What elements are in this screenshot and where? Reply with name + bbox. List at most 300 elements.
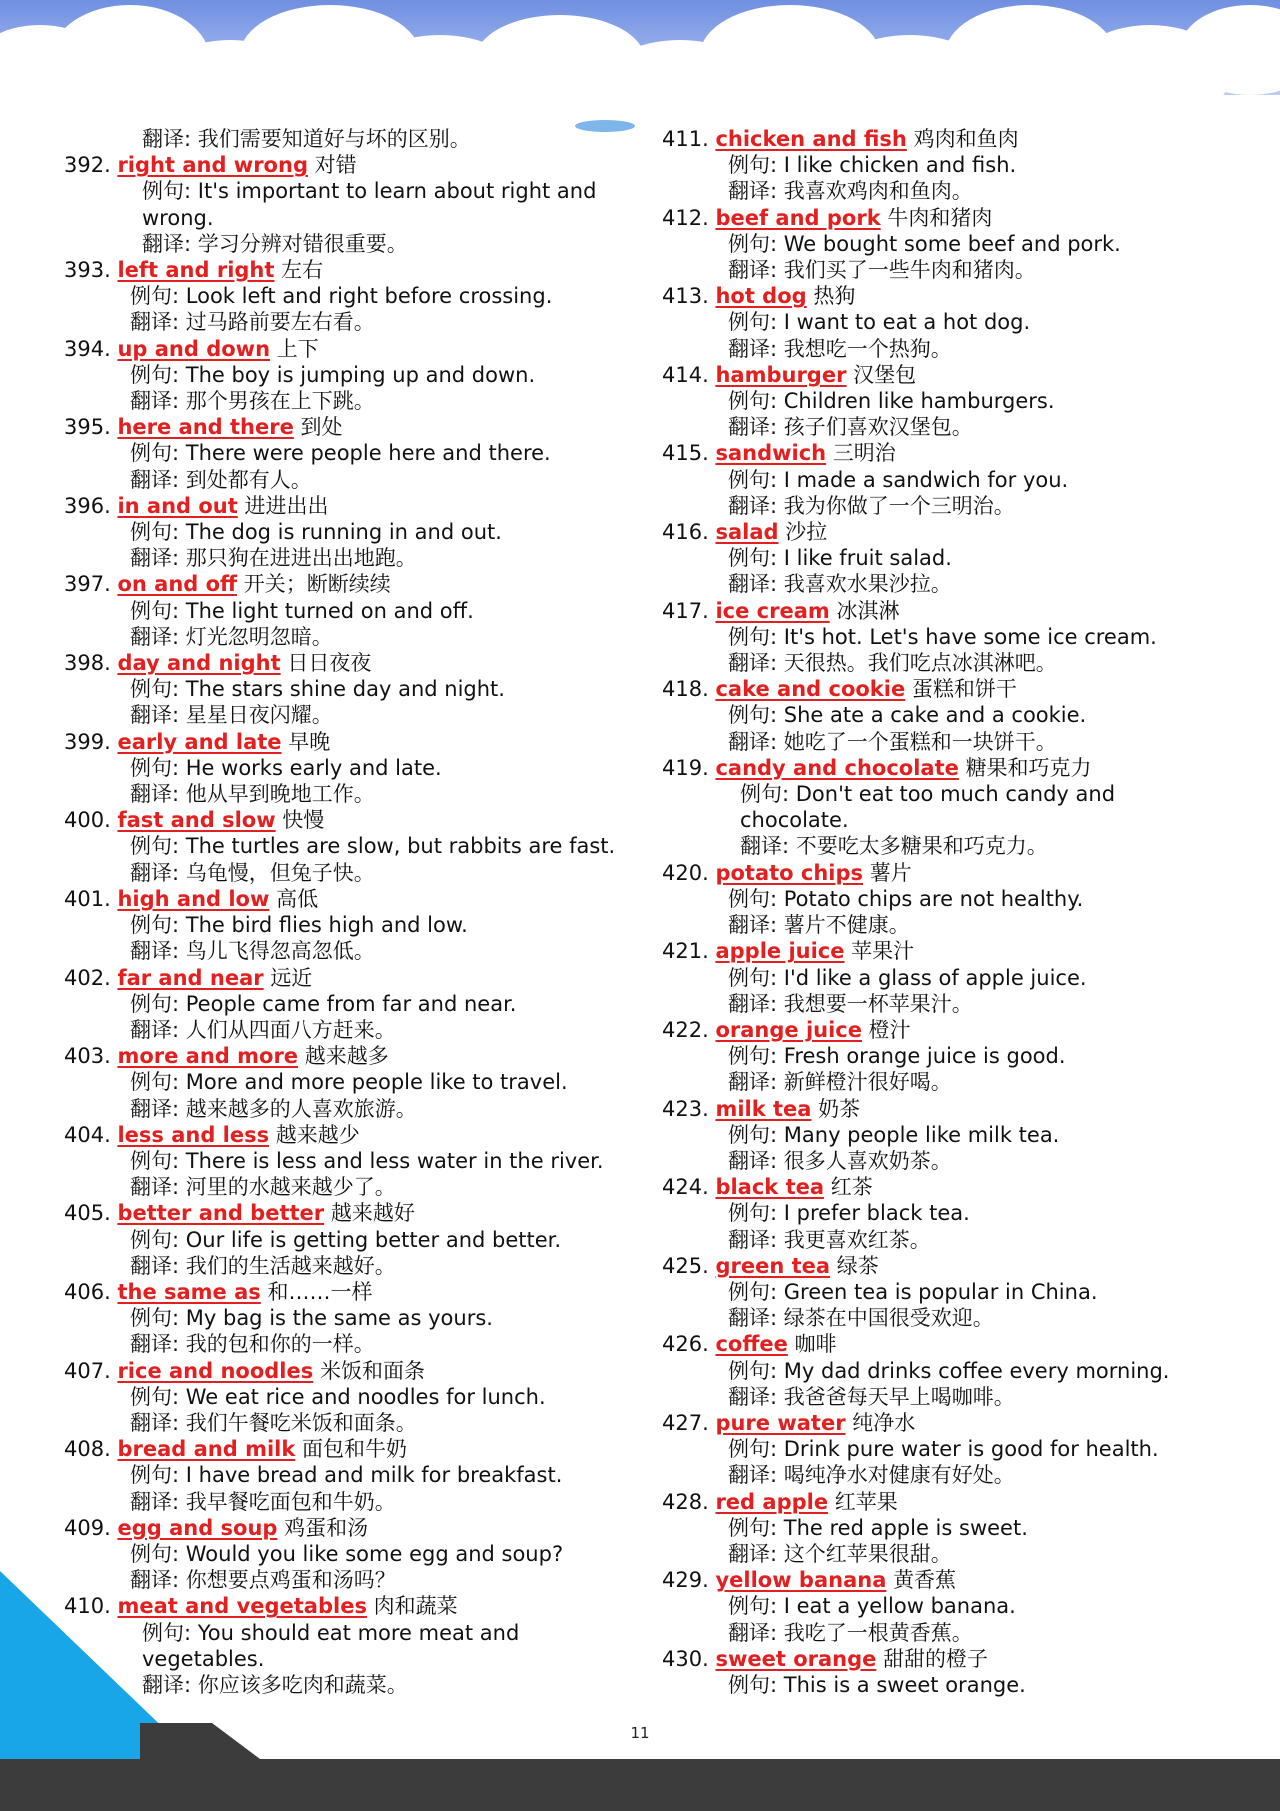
entry-meaning: 黄香蕉 xyxy=(893,1568,957,1593)
entry-term: more and more xyxy=(117,1044,299,1069)
entry-term: the same as xyxy=(117,1279,261,1304)
entry-number: 427. xyxy=(662,1410,709,1435)
entry-heading xyxy=(64,807,624,833)
translation-label: 翻译: xyxy=(130,1489,186,1514)
translation-text: 我想要一杯苹果汁。 xyxy=(783,991,973,1016)
example-line xyxy=(662,1358,1242,1384)
example-text: wrong. xyxy=(142,205,214,230)
translation-line xyxy=(64,624,624,650)
entry-number: 416. xyxy=(662,520,709,545)
vocab-entry xyxy=(64,257,624,336)
example-text: Children like hamburgers. xyxy=(783,389,1055,414)
entry-heading xyxy=(662,1646,1242,1672)
translation-text: 这个红苹果很甜。 xyxy=(783,1541,952,1566)
entry-number: 401. xyxy=(64,886,111,911)
translation-text: 河里的水越来越少了。 xyxy=(185,1175,396,1200)
entry-term: yellow banana xyxy=(715,1568,887,1593)
vocab-entry xyxy=(64,336,624,415)
translation-line xyxy=(662,1541,1242,1567)
translation-text: 我们买了一些牛肉和猪肉。 xyxy=(783,258,1036,283)
vocab-entry xyxy=(64,1200,624,1279)
entry-number: 424. xyxy=(662,1175,709,1200)
example-line xyxy=(662,1593,1242,1619)
entry-heading xyxy=(64,493,624,519)
entry-term: red apple xyxy=(715,1489,829,1514)
example-text: The red apple is sweet. xyxy=(783,1515,1028,1540)
translation-label: 翻译: xyxy=(728,1070,784,1095)
translation-label: 翻译: xyxy=(728,1306,784,1331)
entry-number: 430. xyxy=(662,1646,709,1671)
entry-heading xyxy=(662,755,1242,781)
example-text: I have bread and milk for breakfast. xyxy=(185,1463,563,1488)
entry-heading xyxy=(64,729,624,755)
entry-term: day and night xyxy=(117,651,281,676)
left-entry-list xyxy=(64,152,624,1698)
translation-label: 翻译: xyxy=(130,467,186,492)
translation-label: 翻译: xyxy=(130,1175,186,1200)
translation-text: 我们午餐吃米饭和面条。 xyxy=(185,1410,417,1435)
example-label: 例句: xyxy=(728,1279,784,1304)
translation-text: 那只狗在进进出出地跑。 xyxy=(185,546,417,571)
translation-text: 很多人喜欢奶茶。 xyxy=(783,1148,952,1173)
example-label: 例句: xyxy=(130,1148,186,1173)
entry-number: 409. xyxy=(64,1515,111,1540)
entry-meaning: 鸡肉和鱼肉 xyxy=(913,127,1019,151)
example-text: Green tea is popular in China. xyxy=(783,1279,1098,1304)
example-text: vegetables. xyxy=(142,1646,265,1671)
translation-label: 翻译: xyxy=(130,1410,186,1435)
example-label: 例句: xyxy=(728,1437,784,1462)
example-text: chocolate. xyxy=(740,808,849,833)
example-text: He works early and late. xyxy=(185,755,442,780)
entry-heading xyxy=(64,1358,624,1384)
example-label: 例句: xyxy=(130,1070,186,1095)
translation-label: 翻译: xyxy=(728,336,784,361)
example-text: You should eat more meat and xyxy=(197,1620,520,1645)
entry-meaning: 薯片 xyxy=(869,860,912,885)
left-column xyxy=(64,126,624,1698)
vocab-entry xyxy=(64,1593,624,1698)
entry-heading xyxy=(662,598,1242,624)
entry-term: candy and chocolate xyxy=(715,755,959,780)
example-text: My dad drinks coffee every morning. xyxy=(783,1358,1170,1383)
example-line xyxy=(662,624,1242,650)
translation-label: 翻译: xyxy=(728,1541,784,1566)
entry-heading xyxy=(64,152,624,178)
entry-term: high and low xyxy=(117,886,270,911)
entry-meaning: 沙拉 xyxy=(785,520,828,545)
vocab-entry xyxy=(64,1436,624,1515)
translation-line xyxy=(662,1384,1242,1410)
vocab-entry xyxy=(64,1515,624,1594)
example-line xyxy=(662,388,1242,414)
entry-heading xyxy=(64,650,624,676)
example-line xyxy=(64,755,624,781)
entry-meaning: 早晚 xyxy=(288,729,331,754)
example-text: I want to eat a hot dog. xyxy=(783,310,1031,335)
translation-text: 我爸爸每天早上喝咖啡。 xyxy=(783,1384,1015,1409)
translation-label: 翻译: xyxy=(130,1017,186,1042)
translation-line xyxy=(64,309,624,335)
translation-label: 翻译: xyxy=(142,231,198,256)
translation-text: 过马路前要左右看。 xyxy=(185,310,375,335)
translation-line xyxy=(64,545,624,571)
example-label: 例句: xyxy=(728,965,784,990)
translation-line xyxy=(64,1489,624,1515)
entry-meaning: 鸡蛋和汤 xyxy=(284,1515,369,1540)
translation-label: 翻译: xyxy=(130,624,186,649)
entry-meaning: 面包和牛奶 xyxy=(302,1437,407,1462)
example-text: The bird flies high and low. xyxy=(185,913,468,938)
vocab-entry xyxy=(64,1043,624,1122)
translation-label: 翻译: xyxy=(130,1568,186,1593)
example-text: Would you like some egg and soup? xyxy=(185,1541,564,1566)
example-line xyxy=(64,912,624,938)
cloud-decoration xyxy=(0,0,1280,135)
example-line xyxy=(662,1515,1242,1541)
entry-number: 404. xyxy=(64,1122,111,1147)
entry-heading xyxy=(662,938,1242,964)
vocab-entry xyxy=(662,1174,1242,1253)
example-text: My bag is the same as yours. xyxy=(185,1306,493,1331)
vocab-entry xyxy=(64,493,624,572)
entry-number: 406. xyxy=(64,1279,111,1304)
example-text: It's important to learn about right and xyxy=(197,179,597,204)
example-label: 例句: xyxy=(728,1672,784,1697)
example-line xyxy=(662,1279,1242,1305)
entry-term: pure water xyxy=(715,1410,846,1435)
translation-label: 翻译: xyxy=(740,834,796,859)
example-text: The boy is jumping up and down. xyxy=(185,362,536,387)
entry-number: 415. xyxy=(662,441,709,466)
entry-term: sandwich xyxy=(715,441,827,466)
translation-label: 翻译: xyxy=(728,258,784,283)
entry-meaning: 对错 xyxy=(314,153,357,178)
entry-heading xyxy=(662,126,1242,152)
example-text: The light turned on and off. xyxy=(185,598,474,623)
translation-text: 我为你做了一个三明治。 xyxy=(783,493,1015,518)
entry-heading xyxy=(662,283,1242,309)
entry-term: less and less xyxy=(117,1122,270,1147)
vocab-entry xyxy=(662,205,1242,284)
translation-text: 我喜欢水果沙拉。 xyxy=(783,572,952,597)
entry-term: apple juice xyxy=(715,939,845,964)
example-label: 例句: xyxy=(130,598,186,623)
translation-text: 鸟儿飞得忽高忽低。 xyxy=(185,939,375,964)
example-line xyxy=(64,1069,624,1095)
entry-meaning: 绿茶 xyxy=(836,1253,879,1278)
example-label: 例句: xyxy=(740,782,796,807)
translation-label: 翻译: xyxy=(130,1332,186,1357)
example-label: 例句: xyxy=(130,1541,186,1566)
entry-number: 417. xyxy=(662,598,709,623)
example-text: Our life is getting better and better. xyxy=(185,1227,562,1252)
entry-meaning: 肉和蔬菜 xyxy=(373,1594,458,1619)
example-label: 例句: xyxy=(130,913,186,938)
translation-text: 乌龟慢，但兔子快。 xyxy=(185,860,375,885)
example-line xyxy=(662,702,1242,728)
example-text: I'd like a glass of apple juice. xyxy=(783,965,1087,990)
vocab-entry xyxy=(64,729,624,808)
example-line xyxy=(64,1148,624,1174)
translation-line xyxy=(64,938,624,964)
example-text: Fresh orange juice is good. xyxy=(783,1044,1066,1069)
example-label: 例句: xyxy=(130,362,186,387)
entry-term: up and down xyxy=(117,336,271,361)
example-label: 例句: xyxy=(142,179,198,204)
translation-line xyxy=(64,702,624,728)
vocab-entry xyxy=(662,755,1242,860)
entry-meaning: 和……一样 xyxy=(267,1279,373,1304)
translation-line xyxy=(64,467,624,493)
example-line xyxy=(662,309,1242,335)
example-text: More and more people like to travel. xyxy=(185,1070,568,1095)
example-line xyxy=(662,231,1242,257)
example-line xyxy=(662,1672,1242,1698)
example-label: 例句: xyxy=(728,1515,784,1540)
entry-heading xyxy=(662,1410,1242,1436)
translation-line xyxy=(64,1253,624,1279)
entry-number: 408. xyxy=(64,1437,111,1462)
entry-number: 429. xyxy=(662,1568,709,1593)
entry-term: fast and slow xyxy=(117,808,276,833)
translation-label: 翻译: xyxy=(130,1096,186,1121)
vocab-entry xyxy=(662,1567,1242,1646)
example-line xyxy=(64,598,624,624)
translation-label: 翻译: xyxy=(728,179,784,204)
translation-text: 他从早到晚地工作。 xyxy=(185,782,375,807)
entry-meaning: 红苹果 xyxy=(834,1489,898,1514)
example-line xyxy=(662,1436,1242,1462)
entry-term: green tea xyxy=(715,1253,831,1278)
entry-number: 411. xyxy=(662,127,709,151)
translation-line xyxy=(662,991,1242,1017)
entry-number: 396. xyxy=(64,493,111,518)
entry-term: here and there xyxy=(117,415,294,440)
example-label: 例句: xyxy=(130,991,186,1016)
entry-meaning: 高低 xyxy=(276,886,319,911)
vocab-entry xyxy=(662,519,1242,598)
translation-line xyxy=(64,1410,624,1436)
entry-meaning: 橙汁 xyxy=(868,1017,911,1042)
example-label: 例句: xyxy=(728,1594,784,1619)
entry-heading xyxy=(64,1200,624,1226)
translation-label: 翻译: xyxy=(728,493,784,518)
entry-term: salad xyxy=(715,520,779,545)
entry-term: orange juice xyxy=(715,1017,862,1042)
vocab-entry xyxy=(662,362,1242,441)
translation-label: 翻译: xyxy=(728,1384,784,1409)
translation-text: 你想要点鸡蛋和汤吗？ xyxy=(185,1568,396,1593)
entry-meaning: 奶茶 xyxy=(818,1096,861,1121)
entry-number: 428. xyxy=(662,1489,709,1514)
translation-text: 我的包和你的一样。 xyxy=(185,1332,375,1357)
entry-meaning: 越来越少 xyxy=(275,1122,360,1147)
example-label: 例句: xyxy=(728,886,784,911)
example-label: 例句: xyxy=(728,1201,784,1226)
entry-number: 397. xyxy=(64,572,111,597)
entry-number: 410. xyxy=(64,1594,111,1619)
vocab-entry xyxy=(662,1017,1242,1096)
vocab-entry xyxy=(662,1331,1242,1410)
entry-number: 426. xyxy=(662,1332,709,1357)
example-text: Potato chips are not healthy. xyxy=(783,886,1084,911)
translation-text: 她吃了一个蛋糕和一块饼干。 xyxy=(783,729,1057,754)
entry-meaning: 上下 xyxy=(276,336,319,361)
example-label: 例句: xyxy=(728,153,784,178)
footer-bar xyxy=(0,1759,1280,1811)
translation-label: 翻译: xyxy=(728,1620,784,1645)
translation-text: 薯片不健康。 xyxy=(783,913,910,938)
translation-line xyxy=(662,414,1242,440)
entry-meaning: 糖果和巧克力 xyxy=(965,755,1092,780)
translation-text: 不要吃太多糖果和巧克力。 xyxy=(795,834,1048,859)
translation-line xyxy=(662,1305,1242,1331)
entry-term: potato chips xyxy=(715,860,864,885)
translation-text: 我吃了一根黄香蕉。 xyxy=(783,1620,973,1645)
vocab-entry xyxy=(662,126,1242,205)
translation-label: 翻译: xyxy=(728,991,784,1016)
example-label: 例句: xyxy=(130,1227,186,1252)
translation-label: 翻译: xyxy=(130,389,186,414)
entry-term: hot dog xyxy=(715,284,807,309)
entry-heading xyxy=(662,1017,1242,1043)
example-text: Drink pure water is good for health. xyxy=(783,1437,1159,1462)
translation-line xyxy=(64,860,624,886)
example-label: 例句: xyxy=(130,677,186,702)
entry-number: 393. xyxy=(64,258,111,283)
vocab-entry xyxy=(64,1358,624,1437)
entry-number: 394. xyxy=(64,336,111,361)
translation-line xyxy=(662,1069,1242,1095)
translation-label: 翻译: xyxy=(728,913,784,938)
entry-heading xyxy=(64,1515,624,1541)
vocab-entry xyxy=(662,283,1242,362)
example-text: I eat a yellow banana. xyxy=(783,1594,1016,1619)
example-label: 例句: xyxy=(728,1122,784,1147)
translation-text: 你应该多吃肉和蔬菜。 xyxy=(197,1672,408,1697)
entry-number: 395. xyxy=(64,415,111,440)
entry-number: 405. xyxy=(64,1201,111,1226)
translation-text: 我想吃一个热狗。 xyxy=(783,336,952,361)
entry-term: beef and pork xyxy=(715,205,881,230)
example-text: The stars shine day and night. xyxy=(185,677,505,702)
entry-heading xyxy=(64,886,624,912)
example-label: 例句: xyxy=(728,1044,784,1069)
translation-line xyxy=(662,729,1242,755)
translation-line xyxy=(64,781,624,807)
entry-meaning: 汉堡包 xyxy=(853,362,917,387)
entry-meaning: 越来越好 xyxy=(330,1201,415,1226)
translation-line xyxy=(662,493,1242,519)
vocab-entry xyxy=(64,571,624,650)
example-label: 例句: xyxy=(728,231,784,256)
entry-term: hamburger xyxy=(715,362,847,387)
translation-line xyxy=(64,1567,624,1593)
translation-text: 到处都有人。 xyxy=(185,467,312,492)
example-label: 例句: xyxy=(728,546,784,571)
entry-number: 413. xyxy=(662,284,709,309)
example-line xyxy=(662,886,1242,912)
entry-heading xyxy=(662,205,1242,231)
example-text: I like fruit salad. xyxy=(783,546,952,571)
example-line xyxy=(662,545,1242,571)
example-label: 例句: xyxy=(728,703,784,728)
right-entry-list xyxy=(662,126,1242,1698)
example-text: Many people like milk tea. xyxy=(783,1122,1060,1147)
entry-meaning: 热狗 xyxy=(813,284,856,309)
entry-number: 392. xyxy=(64,153,111,178)
translation-text: 绿茶在中国很受欢迎。 xyxy=(783,1306,994,1331)
entry-heading xyxy=(662,1567,1242,1593)
example-line xyxy=(662,1200,1242,1226)
example-line xyxy=(64,519,624,545)
example-label: 例句: xyxy=(728,389,784,414)
entry-heading xyxy=(64,1593,624,1619)
example-line xyxy=(64,1384,624,1410)
entry-heading xyxy=(64,1122,624,1148)
page-number: 11 xyxy=(630,1724,650,1742)
vocab-entry xyxy=(662,1410,1242,1489)
vocab-entry xyxy=(662,938,1242,1017)
translation-line xyxy=(64,1017,624,1043)
translation-text: 天很热。我们吃点冰淇淋吧。 xyxy=(783,651,1057,676)
example-text: Don't eat too much candy and xyxy=(795,782,1116,807)
example-line xyxy=(64,1541,624,1567)
translation-text: 我们的生活越来越好。 xyxy=(185,1253,396,1278)
entry-number: 425. xyxy=(662,1253,709,1278)
entry-meaning: 咖啡 xyxy=(794,1332,837,1357)
translation-text: 我更喜欢红茶。 xyxy=(783,1227,931,1252)
example-line xyxy=(64,991,624,1017)
example-text: I prefer black tea. xyxy=(783,1201,970,1226)
vocab-entry xyxy=(64,1279,624,1358)
entry-meaning: 左右 xyxy=(281,258,324,283)
entry-term: cake and cookie xyxy=(715,677,906,702)
translation-line xyxy=(64,388,624,414)
translation-line xyxy=(64,231,624,257)
translation-line xyxy=(662,1148,1242,1174)
translation-text: 越来越多的人喜欢旅游。 xyxy=(185,1096,417,1121)
vocab-entry xyxy=(662,1489,1242,1568)
translation-label: 翻译: xyxy=(728,415,784,440)
example-line xyxy=(64,1620,624,1646)
vocab-entry xyxy=(64,807,624,886)
entry-meaning: 牛肉和猪肉 xyxy=(887,205,993,230)
translation-line xyxy=(64,1331,624,1357)
example-line xyxy=(64,676,624,702)
entry-meaning: 进进出出 xyxy=(244,493,329,518)
translation-line xyxy=(662,336,1242,362)
example-text: It's hot. Let's have some ice cream. xyxy=(783,624,1157,649)
example-line xyxy=(64,362,624,388)
translation-text: 孩子们喜欢汉堡包。 xyxy=(783,415,973,440)
example-label: 例句: xyxy=(130,1463,186,1488)
entry-number: 418. xyxy=(662,677,709,702)
translation-text: 喝纯净水对健康有好处。 xyxy=(783,1463,1015,1488)
entry-heading xyxy=(662,676,1242,702)
translation-line xyxy=(662,833,1242,859)
translation-text: 我喜欢鸡肉和鱼肉。 xyxy=(783,179,973,204)
vocab-entry xyxy=(662,676,1242,755)
translation-text: 那个男孩在上下跳。 xyxy=(185,389,375,414)
entry-heading xyxy=(662,1253,1242,1279)
example-text: I made a sandwich for you. xyxy=(783,467,1069,492)
example-text: We eat rice and noodles for lunch. xyxy=(185,1384,546,1409)
translation-text: 学习分辨对错很重要。 xyxy=(197,231,408,256)
entry-heading xyxy=(64,965,624,991)
example-line xyxy=(64,833,624,859)
